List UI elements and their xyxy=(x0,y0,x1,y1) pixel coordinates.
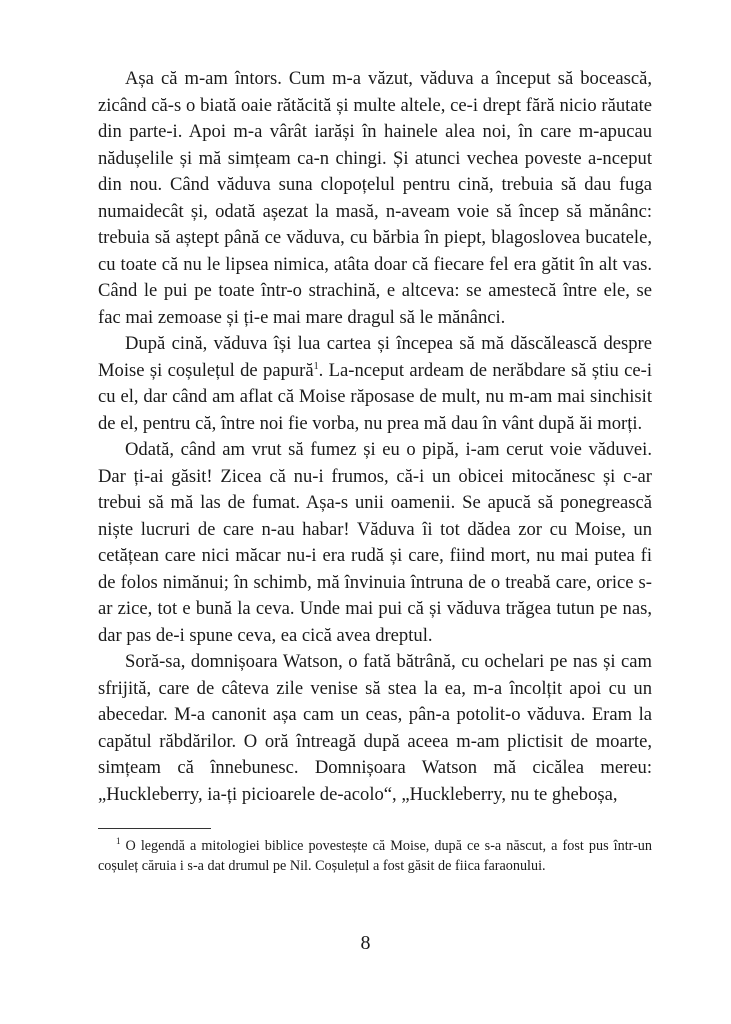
body-text xyxy=(98,66,652,808)
paragraph-1: Așa că m-am întors. Cum m-a văzut, văduva a început să bocească, zicând că-s o biată oaie rătăcită și multe altele, ce-i drept fără nicio răutate din parte-i. Apoi m-a vârât iarăși în hainele alea noi, în care m-apucau nădușelile și mă simțeam ca-n chingi. Și atunci vechea poveste a-nceput din nou. Când văduva suna clopoțelul pentru cină, trebuia să dau fuga numaidecât și, odată așezat la masă, n-aveam voie să încep să mănânc: trebuia să aștept până ce văduva, cu bărbia în piept, blagoslovea bucatele, cu toate că nu le lipsea nimica, atâta doar că fiecare fel era gătit în alt vas. Când le pui pe toate într-o strachină, e altceva: se amestecă între ele, se fac mai zemoase și ți-e mai mare dragul să le mănânci. xyxy=(98,68,652,328)
paragraph-3: Odată, când am vrut să fumez și eu o pipă, i-am cerut voie văduvei. Dar ți-ai găsit! Zicea că nu-i frumos, că-i un obicei mitocănesc și c-ar trebui să mă las de fumat. Așa-s unii oamenii. Se apucă să ponegrească niște lucruri de care n-au habar! Văduva îi tot dădea zor cu Moise, un cetățean care nici măcar nu-i era rudă și care, fiind mort, nu mai putea fi de folos nimănui; în schimb, mă învinuia întruna de o treabă care, orice s-ar zice, tot e bună la ceva. Unde mai pui că și văduva trăgea tutun pe nas, dar pas de-i spune ceva, ea cică avea dreptul. xyxy=(98,439,652,646)
paragraph-4: Soră-sa, domnișoara Watson, o fată bătrână, cu ochelari pe nas și cam sfrijită, care de câteva zile venise să stea la ea, m-a încolțit apoi cu un abecedar. M-a canonit așa cam un ceas, pân-a potolit-o văduva. Eram la capătul răbdărilor. O oră întreagă după aceea m-am plictisit de moarte, simțeam că înnebunesc. Domnișoara Watson mă cicălea mereu: „Huckleberry, ia-ți picioarele de-acolo“, „Huckleberry, nu te gheboșa, xyxy=(98,651,652,805)
footnote-reference: 1 xyxy=(313,360,319,372)
footnote xyxy=(98,836,652,876)
page-number: 8 xyxy=(360,932,371,954)
paragraph-2 xyxy=(98,331,652,437)
footnote-marker: 1 xyxy=(116,836,121,847)
paragraph-2-end: . La-nceput ardeam de nerăbdare să știu ce-i cu el, dar când am aflat că Moise răposase de mult, nu m-am mai sinchisit de el, pentru că, între noi fie vorba, nu prea mă dau în vânt după ăi morți. xyxy=(98,359,652,434)
footnote-text: O legendă a mitologiei biblice povestește că Moise, după ce s-a născut, a fost pus într-un coșuleț căruia i s-a dat drumul pe Nil. Coșulețul a fost găsit de fiica faraonului. xyxy=(98,838,652,874)
paragraph-2-start: După cină, văduva își lua cartea și începea să mă dăscălească despre Moise și coșulețul de papură xyxy=(98,333,652,381)
footnote-divider xyxy=(98,828,211,829)
